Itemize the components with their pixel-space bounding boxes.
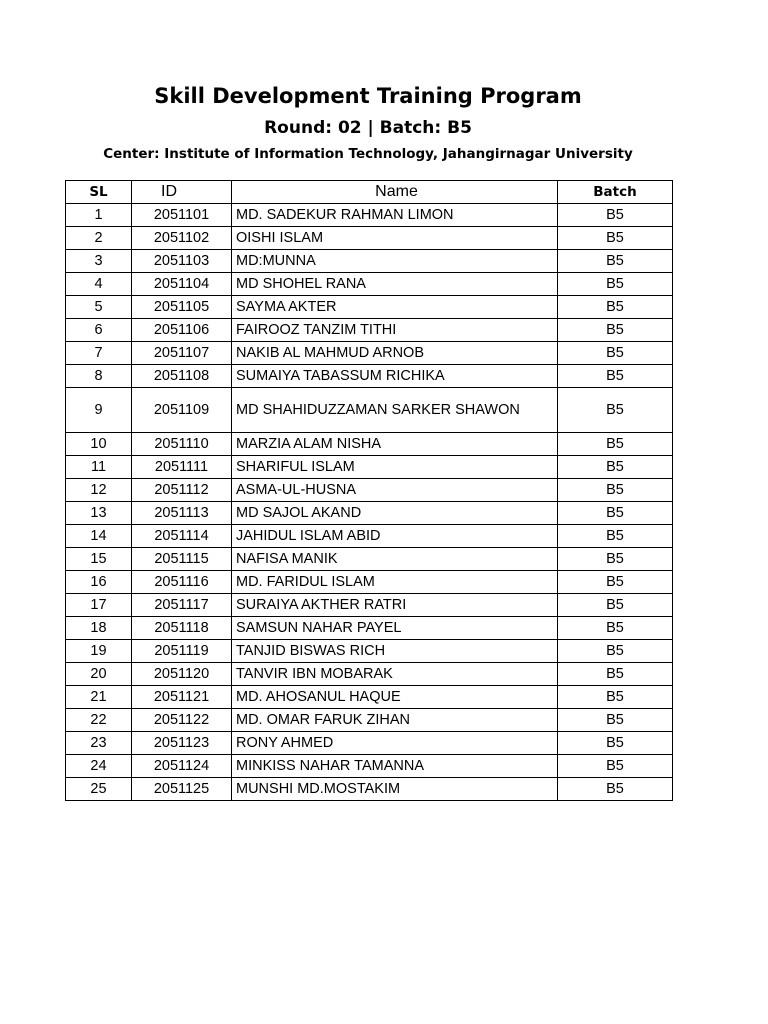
row-id-cell: 2051103 bbox=[132, 250, 232, 273]
table-row bbox=[66, 686, 673, 709]
row-batch-cell: B5 bbox=[558, 548, 673, 571]
row-batch-cell: B5 bbox=[558, 640, 673, 663]
row-sl-cell: 13 bbox=[66, 502, 132, 525]
row-name-cell: MD. AHOSANUL HAQUE bbox=[232, 686, 558, 709]
table-row bbox=[66, 502, 673, 525]
row-sl-cell: 1 bbox=[66, 204, 132, 227]
row-sl-cell: 4 bbox=[66, 273, 132, 296]
row-sl-cell: 10 bbox=[66, 433, 132, 456]
row-sl-cell: 15 bbox=[66, 548, 132, 571]
row-sl-cell: 12 bbox=[66, 479, 132, 502]
row-name-cell: SURAIYA AKTHER RATRI bbox=[232, 594, 558, 617]
table-row bbox=[66, 479, 673, 502]
table-row bbox=[66, 433, 673, 456]
table-row bbox=[66, 548, 673, 571]
row-name-cell: SHARIFUL ISLAM bbox=[232, 456, 558, 479]
row-id-cell: 2051107 bbox=[132, 342, 232, 365]
row-name-cell: FAIROOZ TANZIM TITHI bbox=[232, 319, 558, 342]
row-sl-cell: 6 bbox=[66, 319, 132, 342]
row-name-cell: MUNSHI MD.MOSTAKIM bbox=[232, 778, 558, 801]
row-name-cell: MD:MUNNA bbox=[232, 250, 558, 273]
row-name-cell: OISHI ISLAM bbox=[232, 227, 558, 250]
row-name-cell: MD. OMAR FARUK ZIHAN bbox=[232, 709, 558, 732]
row-id-cell: 2051123 bbox=[132, 732, 232, 755]
table-row bbox=[66, 227, 673, 250]
row-batch-cell: B5 bbox=[558, 525, 673, 548]
participant-table bbox=[65, 180, 673, 801]
row-batch-cell: B5 bbox=[558, 204, 673, 227]
row-batch-cell: B5 bbox=[558, 732, 673, 755]
row-id-cell: 2051105 bbox=[132, 296, 232, 319]
table-row bbox=[66, 594, 673, 617]
column-header-batch: Batch bbox=[558, 181, 673, 204]
table-row bbox=[66, 640, 673, 663]
row-batch-cell: B5 bbox=[558, 663, 673, 686]
row-batch-cell: B5 bbox=[558, 365, 673, 388]
table-row bbox=[66, 755, 673, 778]
row-batch-cell: B5 bbox=[558, 433, 673, 456]
row-batch-cell: B5 bbox=[558, 755, 673, 778]
row-sl-cell: 19 bbox=[66, 640, 132, 663]
row-sl-cell: 9 bbox=[66, 388, 132, 433]
row-name-cell: NAKIB AL MAHMUD ARNOB bbox=[232, 342, 558, 365]
column-header-name: Name bbox=[232, 181, 558, 204]
row-id-cell: 2051120 bbox=[132, 663, 232, 686]
row-id-cell: 2051111 bbox=[132, 456, 232, 479]
table-row bbox=[66, 388, 673, 433]
table-row bbox=[66, 273, 673, 296]
row-id-cell: 2051124 bbox=[132, 755, 232, 778]
row-id-cell: 2051121 bbox=[132, 686, 232, 709]
row-batch-cell: B5 bbox=[558, 571, 673, 594]
table-row bbox=[66, 456, 673, 479]
table-header-row bbox=[66, 181, 673, 204]
row-sl-cell: 17 bbox=[66, 594, 132, 617]
row-id-cell: 2051108 bbox=[132, 365, 232, 388]
row-name-cell: SAMSUN NAHAR PAYEL bbox=[232, 617, 558, 640]
table-row bbox=[66, 525, 673, 548]
column-header-sl: SL bbox=[66, 181, 132, 204]
row-batch-cell: B5 bbox=[558, 388, 673, 433]
row-id-cell: 2051109 bbox=[132, 388, 232, 433]
row-batch-cell: B5 bbox=[558, 617, 673, 640]
row-id-cell: 2051101 bbox=[132, 204, 232, 227]
row-id-cell: 2051119 bbox=[132, 640, 232, 663]
row-id-cell: 2051115 bbox=[132, 548, 232, 571]
row-batch-cell: B5 bbox=[558, 342, 673, 365]
row-batch-cell: B5 bbox=[558, 502, 673, 525]
row-batch-cell: B5 bbox=[558, 709, 673, 732]
table-row bbox=[66, 732, 673, 755]
row-name-cell: TANJID BISWAS RICH bbox=[232, 640, 558, 663]
table-row bbox=[66, 663, 673, 686]
row-name-cell: RONY AHMED bbox=[232, 732, 558, 755]
column-header-id: ID bbox=[132, 181, 232, 204]
row-name-cell: MD SAJOL AKAND bbox=[232, 502, 558, 525]
row-sl-cell: 3 bbox=[66, 250, 132, 273]
center-name: Center: Institute of Information Technology, Jahangirnagar University bbox=[103, 146, 633, 162]
row-sl-cell: 18 bbox=[66, 617, 132, 640]
row-name-cell: TANVIR IBN MOBARAK bbox=[232, 663, 558, 686]
table-row bbox=[66, 319, 673, 342]
row-sl-cell: 2 bbox=[66, 227, 132, 250]
row-sl-cell: 25 bbox=[66, 778, 132, 801]
row-name-cell: NAFISA MANIK bbox=[232, 548, 558, 571]
row-batch-cell: B5 bbox=[558, 479, 673, 502]
row-id-cell: 2051125 bbox=[132, 778, 232, 801]
table-row bbox=[66, 365, 673, 388]
row-id-cell: 2051117 bbox=[132, 594, 232, 617]
row-batch-cell: B5 bbox=[558, 594, 673, 617]
row-id-cell: 2051114 bbox=[132, 525, 232, 548]
row-sl-cell: 7 bbox=[66, 342, 132, 365]
row-id-cell: 2051122 bbox=[132, 709, 232, 732]
row-name-cell: MD SHOHEL RANA bbox=[232, 273, 558, 296]
row-batch-cell: B5 bbox=[558, 250, 673, 273]
row-sl-cell: 5 bbox=[66, 296, 132, 319]
row-batch-cell: B5 bbox=[558, 273, 673, 296]
row-batch-cell: B5 bbox=[558, 227, 673, 250]
row-name-cell: SAYMA AKTER bbox=[232, 296, 558, 319]
row-sl-cell: 11 bbox=[66, 456, 132, 479]
row-sl-cell: 21 bbox=[66, 686, 132, 709]
table-row bbox=[66, 250, 673, 273]
row-sl-cell: 8 bbox=[66, 365, 132, 388]
table-row bbox=[66, 709, 673, 732]
row-batch-cell: B5 bbox=[558, 456, 673, 479]
row-sl-cell: 22 bbox=[66, 709, 132, 732]
document-title: Skill Development Training Program bbox=[154, 84, 582, 108]
row-name-cell: MD. SADEKUR RAHMAN LIMON bbox=[232, 204, 558, 227]
table-row bbox=[66, 778, 673, 801]
row-batch-cell: B5 bbox=[558, 686, 673, 709]
row-sl-cell: 24 bbox=[66, 755, 132, 778]
row-id-cell: 2051118 bbox=[132, 617, 232, 640]
row-id-cell: 2051116 bbox=[132, 571, 232, 594]
row-name-cell: MINKISS NAHAR TAMANNA bbox=[232, 755, 558, 778]
table-row bbox=[66, 617, 673, 640]
table-row bbox=[66, 204, 673, 227]
row-id-cell: 2051112 bbox=[132, 479, 232, 502]
round-batch-subtitle: Round: 02 | Batch: B5 bbox=[264, 118, 472, 138]
row-sl-cell: 23 bbox=[66, 732, 132, 755]
row-name-cell: ASMA-UL-HUSNA bbox=[232, 479, 558, 502]
row-id-cell: 2051106 bbox=[132, 319, 232, 342]
row-name-cell: SUMAIYA TABASSUM RICHIKA bbox=[232, 365, 558, 388]
row-id-cell: 2051113 bbox=[132, 502, 232, 525]
row-batch-cell: B5 bbox=[558, 296, 673, 319]
row-sl-cell: 20 bbox=[66, 663, 132, 686]
table-row bbox=[66, 571, 673, 594]
row-name-cell: MD. FARIDUL ISLAM bbox=[232, 571, 558, 594]
row-name-cell: JAHIDUL ISLAM ABID bbox=[232, 525, 558, 548]
table-row bbox=[66, 296, 673, 319]
row-id-cell: 2051104 bbox=[132, 273, 232, 296]
table-body bbox=[66, 204, 673, 801]
table-row bbox=[66, 342, 673, 365]
row-id-cell: 2051102 bbox=[132, 227, 232, 250]
row-name-cell: MARZIA ALAM NISHA bbox=[232, 433, 558, 456]
row-batch-cell: B5 bbox=[558, 778, 673, 801]
row-name-cell: MD SHAHIDUZZAMAN SARKER SHAWON bbox=[232, 388, 558, 433]
row-id-cell: 2051110 bbox=[132, 433, 232, 456]
row-sl-cell: 16 bbox=[66, 571, 132, 594]
row-sl-cell: 14 bbox=[66, 525, 132, 548]
row-batch-cell: B5 bbox=[558, 319, 673, 342]
